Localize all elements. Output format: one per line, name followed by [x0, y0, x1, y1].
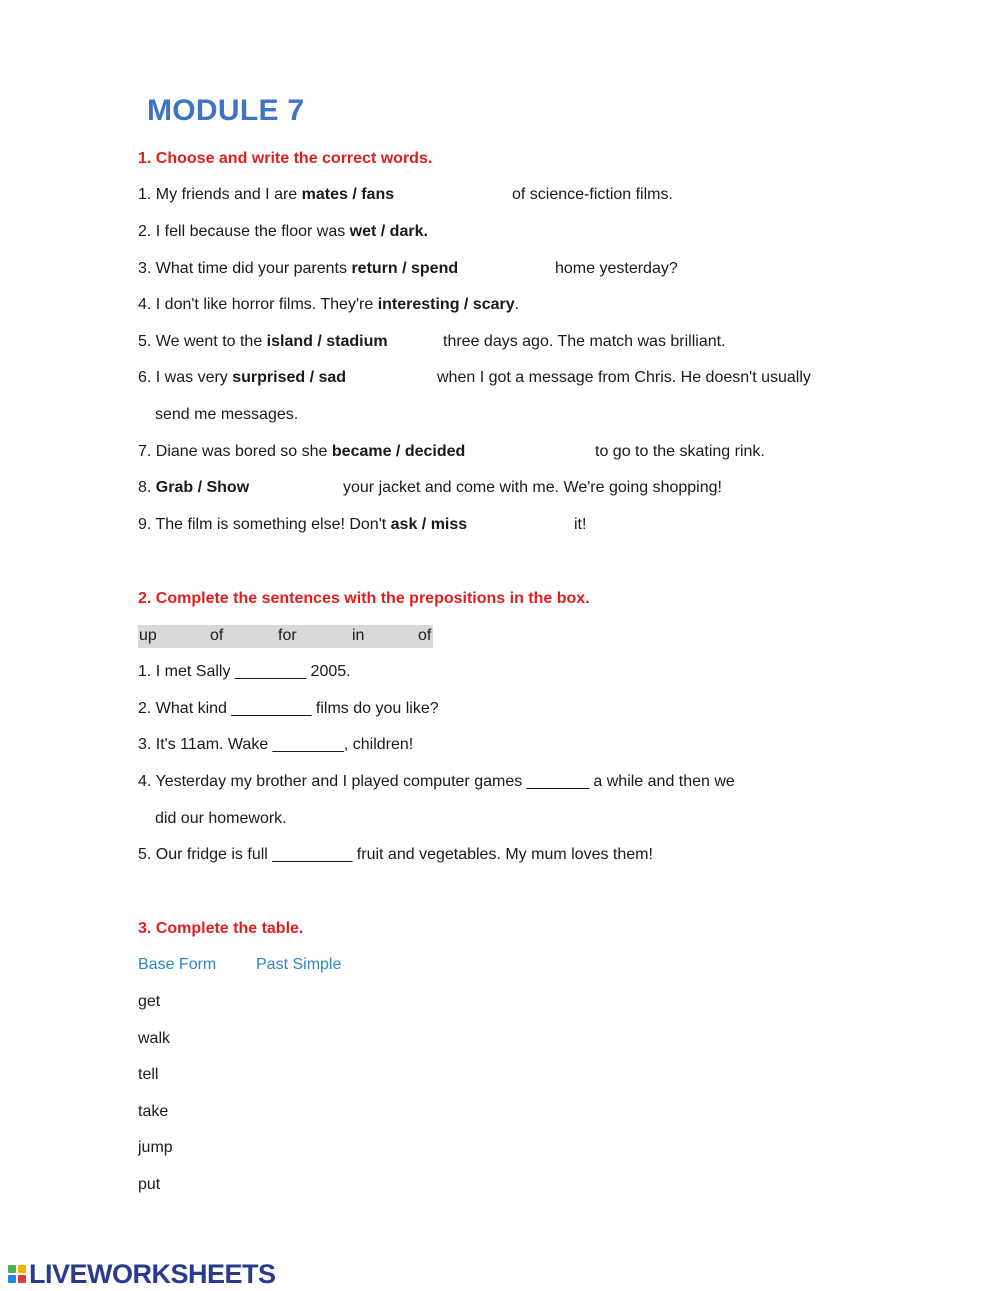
s1-item-6-rest: when I got a message from Chris. He doesn't usually [437, 369, 811, 386]
s2-item-1: 1. I met Sally ________ 2005. [138, 663, 351, 680]
s2-item-5: 5. Our fridge is full _________ fruit and vegetables. My mum loves them! [138, 846, 653, 863]
s1-item-3: 3. What time did your parents return / spend [138, 260, 459, 277]
table-row: take [138, 1103, 169, 1120]
s2-item-2: 2. What kind _________ films do you like? [138, 700, 439, 717]
liveworksheets-logo[interactable] [8, 1259, 276, 1289]
s1-item-4: 4. I don't like horror films. They're interesting / scary. [138, 296, 520, 313]
table-header-base-form: Base Form [138, 956, 217, 973]
section1-heading: 1. Choose and write the correct words. [138, 150, 433, 167]
logo-square [8, 1275, 16, 1283]
logo-text: LIVEWORKSHEETS [29, 1258, 276, 1289]
s1-item-6-cont: send me messages. [155, 406, 299, 423]
s1-item-2: 2. I fell because the floor was wet / dark. [138, 223, 428, 240]
preposition-box [138, 625, 433, 648]
box-word: of [210, 627, 224, 644]
s1-item-5-rest: three days ago. The match was brilliant. [443, 333, 726, 350]
box-word: for [278, 627, 297, 644]
table-row: put [138, 1176, 161, 1193]
s1-item-8-rest: your jacket and come with me. We're going shopping! [343, 479, 722, 496]
logo-square [18, 1265, 26, 1273]
s1-item-6: 6. I was very surprised / sad [138, 369, 347, 386]
s2-item-4-cont: did our homework. [155, 810, 287, 827]
s1-item-1: 1. My friends and I are mates / fans [138, 186, 395, 203]
s1-item-9-rest: it! [574, 516, 587, 533]
box-word: up [139, 627, 157, 644]
page-title: MODULE 7 [147, 94, 305, 127]
s2-item-4: 4. Yesterday my brother and I played computer games _______ a while and then we [138, 773, 735, 790]
s1-item-1-rest: of science-fiction films. [512, 186, 673, 203]
s2-item-3: 3. It's 11am. Wake ________, children! [138, 736, 414, 753]
table-row: walk [138, 1030, 171, 1047]
s1-item-8: 8. Grab / Show [138, 479, 250, 496]
box-word: in [352, 627, 365, 644]
section2-heading: 2. Complete the sentences with the prepositions in the box. [138, 590, 590, 607]
s1-item-9: 9. The film is something else! Don't ask / miss [138, 516, 468, 533]
s1-item-5: 5. We went to the island / stadium [138, 333, 388, 350]
section3-heading: 3. Complete the table. [138, 920, 304, 937]
s1-item-7: 7. Diane was bored so she became / decided [138, 443, 466, 460]
table-header-past-simple: Past Simple [256, 956, 342, 973]
table-row: jump [138, 1139, 173, 1156]
logo-square [18, 1275, 26, 1283]
table-row: get [138, 993, 161, 1010]
logo-square [8, 1265, 16, 1273]
logo-icon [8, 1265, 26, 1283]
s1-item-7-rest: to go to the skating rink. [595, 443, 765, 460]
table-row: tell [138, 1066, 159, 1083]
box-word: of [418, 627, 432, 644]
s1-item-3-rest: home yesterday? [555, 260, 678, 277]
